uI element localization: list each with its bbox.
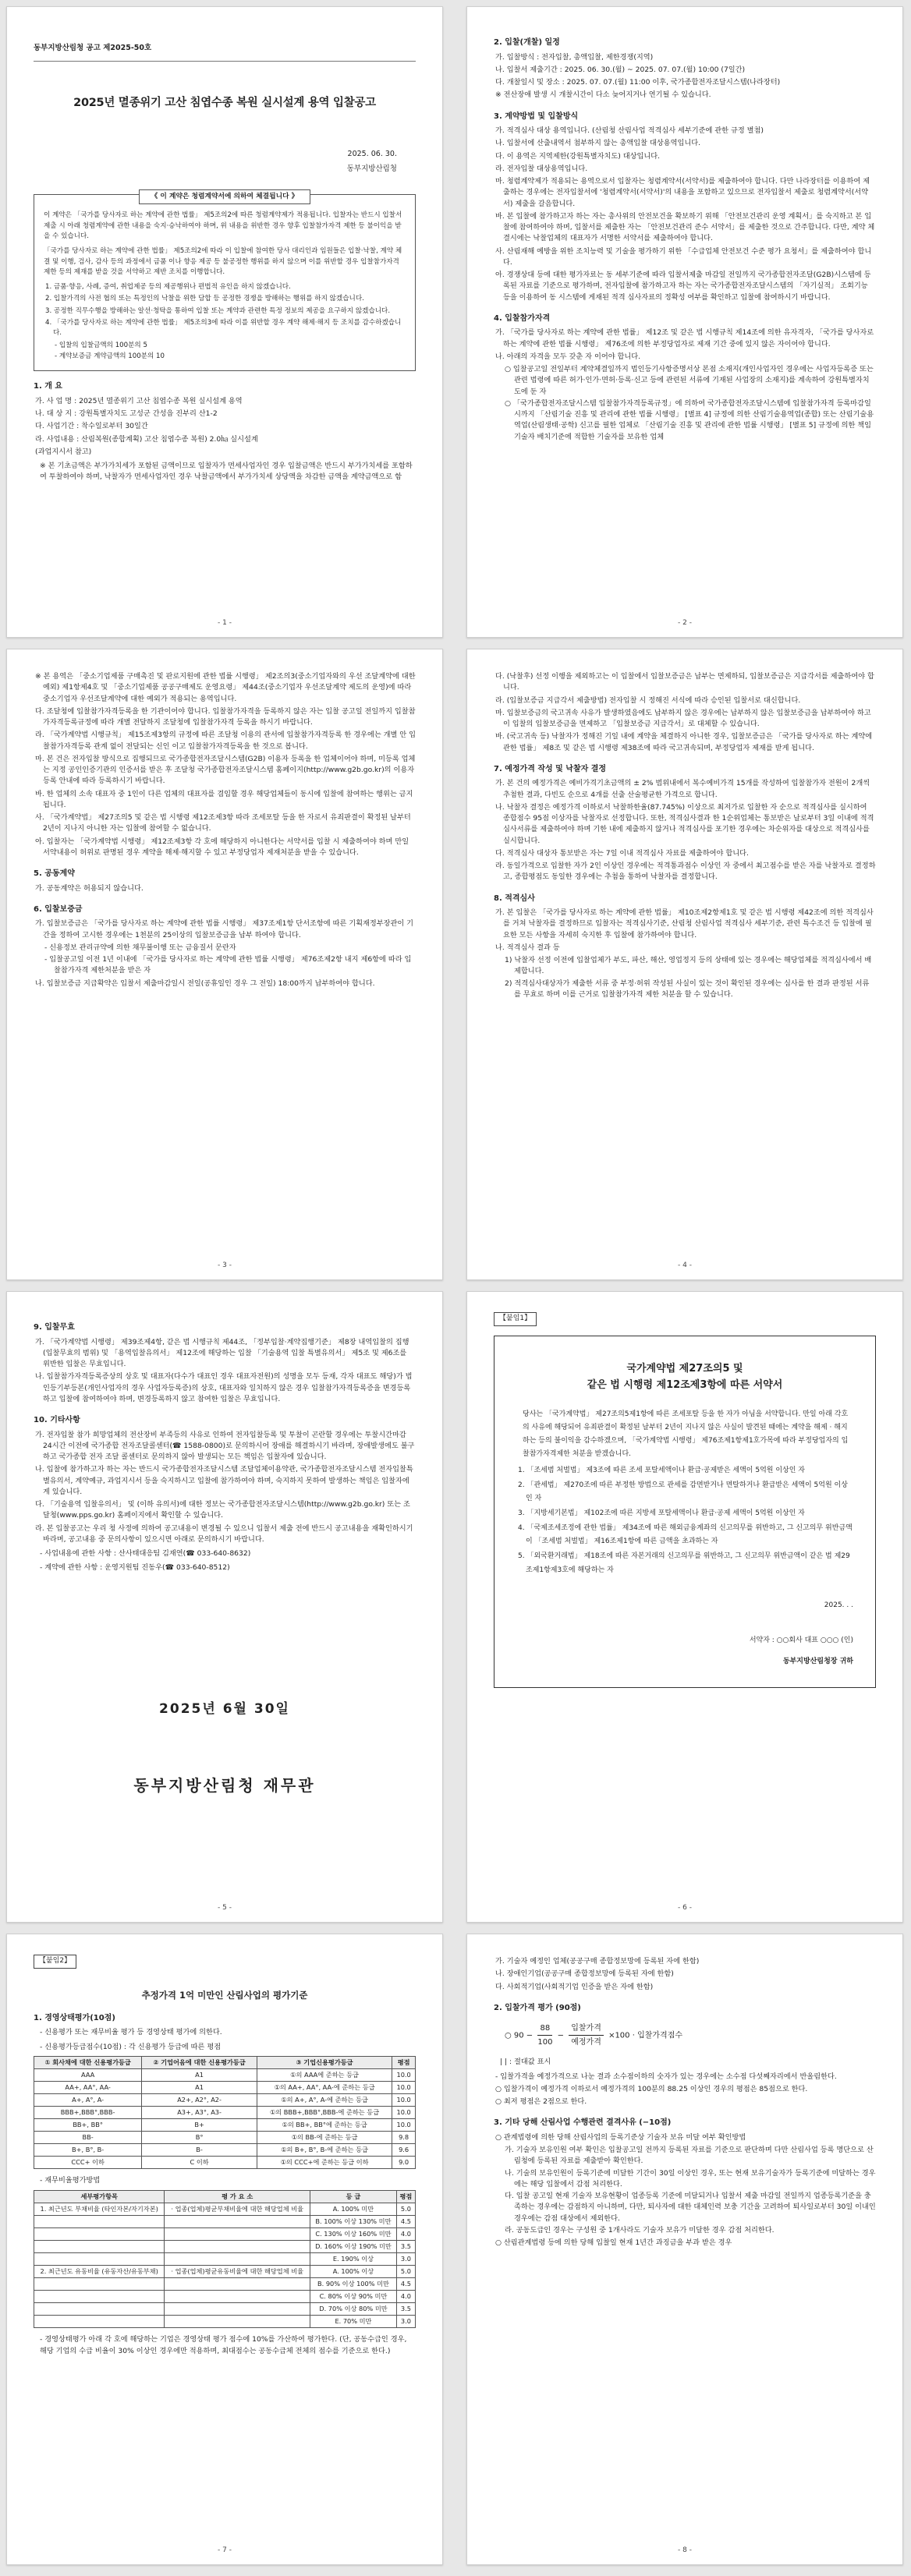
table-cell: ①의 BB-에 준하는 등급	[257, 2132, 392, 2144]
qualification-note: 사. 「국가계약법」 제27조의5 및 같은 법 시행령 제12조제3항 따라 조세포탈 등을 한 자로서 유죄판결이 확정된 날부터 2년이 지나지 아니한 자는 입찰에 참여할 수 없습니다.	[35, 813, 411, 833]
deposit-item: 라. (입찰보증금 지급각서 제출방법) 전자입찰 시 정해진 서식에 따라 승인된 입찰서로 대신합니다.	[495, 695, 801, 705]
table-cell: E. 190% 이상	[310, 2252, 397, 2265]
table-cell	[165, 2240, 310, 2252]
table-row	[34, 2203, 416, 2215]
criteria-title: 추정가격 1억 미만인 산림사업의 평가기준	[141, 1989, 308, 2001]
table-row	[34, 2316, 416, 2328]
section-heading: 9. 입찰무효	[34, 1323, 75, 1332]
qualification-note: 다. 조달청에 입찰참가자격등록을 한 기관이어야 합니다. 입찰참가자격을 등록하지 않은 자는 입찰 공고일 전일까지 입찰참가자격등록규정에 따라 개별 전달하지 조달청에 입찰참가자격 등록을 하시기 바랍니다.	[35, 706, 416, 727]
table-header: 등 급	[310, 2190, 397, 2203]
integrity-contract-box	[34, 194, 416, 372]
method-item: 바. 본 입찰에 참가하고자 하는 자는 총사위의 안전보건을 확보하기 위해 「안전보건관리 운영 계획서」를 숙지하고 본 입찰에 참여하여야 하며, 입찰서를 제출한 자는 「안전보건관리 준수 서약서」를 제출한 것으로 간주합니다. 다만, 계약 체결시에는 낙찰업체의 대표자가 서명한 서약서를 제출하여야 합니다.	[495, 211, 875, 243]
table-cell: 10.0	[392, 2068, 416, 2081]
pledge-recipient: 동부지방산림청장 귀하	[782, 1657, 853, 1665]
integrity-fine: - 계약보증금 계약금액의 100분의 10	[55, 352, 165, 360]
document-page-4	[466, 649, 903, 1280]
table-cell: AA+, AA°, AA-	[34, 2081, 142, 2093]
section-heading: 4. 입찰참가자격	[494, 313, 551, 323]
table-cell: CCC+ 이하	[34, 2157, 142, 2169]
table-cell: 5.0	[396, 2203, 415, 2215]
table-cell: 9.6	[392, 2144, 416, 2157]
table-cell: A1	[142, 2081, 257, 2093]
attachment-tag: 【붙임2】	[34, 1955, 76, 1969]
table-cell: 3.5	[396, 2240, 415, 2252]
formula-rule: ○ 최저 평점은 2점으로 한다.	[495, 2097, 587, 2106]
table-cell: ①의 CCC+에 준하는 등급 이하	[257, 2157, 392, 2169]
disqualification-detail: 가. 기술자 보유인원 여부 확인은 입찰공고일 전까지 등록된 자료를 기준으로 판단하며 다만 산림사업 등록 명단으로 산림청에 등록된 자료를 제출받아 확인한다.	[505, 2146, 874, 2166]
table-cell: B. 100% 이상 130% 미만	[310, 2215, 397, 2227]
price-item: 가. 본 건의 예정가격은 예비가격기초금액의 ± 2% 범위내에서 복수예비가격 15개를 작성하여 입찰참가자 전원이 2개씩 추첨한 결과, 다빈도 순으로 4개를 선출 산술평균한 가격으로 합니다.	[495, 779, 870, 799]
document-page-6	[466, 1291, 903, 1923]
table-cell: A. 100% 미만	[310, 2203, 397, 2215]
formula-numerator: 88	[537, 2022, 552, 2036]
page-number: - 8 -	[678, 2546, 692, 2555]
method-item: 다. 이 용역은 지역제한(강원특별자치도) 대상입니다.	[495, 151, 661, 161]
formula-prefix: ○ 90 −	[505, 2031, 533, 2040]
table-cell	[165, 2215, 310, 2227]
document-page-3	[6, 649, 443, 1280]
overview-item: (과업지시서 참고)	[35, 447, 92, 456]
table-header: 세부평가항목	[34, 2190, 165, 2203]
misc-item: 가. 전자입찰 참가 희망업체의 전산장비 부족등의 사유로 인하여 전자입찰등록 및 투찰이 곤란할 경우에는 투찰시간마감 24시간 이전에 국가종합 전자조달콜센터(☎ 1588-0800)로 문의하시어 장애를 해결하시기 바라며, 장애발생에도 불구하고 국가종합 전자 조달 콜센터로 문의하지 않아 발생되는 모든 책임은 입찰자에 있습니다.	[35, 1430, 415, 1461]
signature-organization: 동부지방산림청 재무관	[133, 1775, 316, 1795]
table-cell: ①의 AA+, AA°, AA-에 준하는 등급	[257, 2081, 392, 2093]
formula-operator: −	[557, 2031, 565, 2040]
integrity-item: 3. 공정한 직무수행을 방해하는 알선·청탁을 통하여 입찰 또는 계약과 관련한 특정 정보의 제공을 요구하지 않겠습니다.	[45, 306, 391, 315]
table-cell	[34, 2240, 165, 2252]
table-cell	[165, 2227, 310, 2240]
table-cell: 1. 최근년도 부채비율 (타인자본/자기자본)	[34, 2203, 165, 2215]
integrity-item: 2. 입찰가격의 사전 협의 또는 특정인의 낙찰을 위한 담합 등 공정한 경쟁을 방해하는 행위를 하지 않겠습니다.	[45, 295, 364, 303]
table-cell: ①의 B+, B°, B-에 준하는 등급	[257, 2144, 392, 2157]
disqualification-detail: 다. 입찰 공고일 현재 기술자 보유현황이 업종등록 기준에 미달되거나 입찰서 제출 마감일 전일까지 업종등록기준을 충족하는 경우에는 감점하지 아니하며, 다만, 퇴사자에 대한 대체인력 보충 기간을 고려하여 퇴사일로부터 30일 이내인 경우에는 감점 대상에서 제외한다.	[505, 2192, 876, 2223]
review-item: 나. 적격심사 결과 등	[495, 943, 560, 952]
contact-line: - 사업내용에 관한 사항 : 산사태대응팀 김재연(☎ 033-640-8632)	[40, 1549, 251, 1558]
section-heading: 1. 개 요	[34, 382, 63, 391]
deposit-item: 나. 입찰보증금 지급확약은 입찰서 제출마감일시 전일(공휴일인 경우 그 전일) 18:00까지 납부하여야 합니다.	[35, 978, 375, 988]
table-cell: A. 100% 이상	[310, 2265, 397, 2277]
table-cell: B. 90% 이상 100% 미만	[310, 2278, 397, 2291]
integrity-item: 1. 금품·향응, 사례, 증여, 취업제공 등의 제공행위나 편법적 유인을 하지 않겠습니다.	[45, 283, 291, 292]
page-number: - 5 -	[218, 1904, 232, 1913]
table-cell	[34, 2303, 165, 2316]
table-cell: 10.0	[392, 2119, 416, 2132]
price-item: 나. 낙찰자 결정은 예정가격 이하로서 낙찰하한율(87.745%) 이상으로 최저가로 입찰한 자 순으로 적격심사를 실시하여 종합점수 95점 이상자를 낙찰자로 선정합니다. 또한, 적격심사결과 한 1순위업체는 통보받은 날로부터 3일 이내에 적격심사서류를 제출하여야 하며 기한 내에 제출하지 않거나 적격심사를 포기한 경우에는 차순위자를 대상으로 적격심사를 실시합니다.	[495, 802, 874, 845]
table-cell: 10.0	[392, 2107, 416, 2119]
review-detail: 2) 적격심사대상자가 제출한 서류 중 부정·허위 작성된 사실이 있는 것이 확인된 경우에는 심사를 한 결과 판정된 서류를 무효로 하며 이를 근거로 입찰참가자격 제한 처분을 할 수 있습니다.	[505, 978, 870, 999]
deposit-item: 마. 입찰보증금의 국고귀속 사유가 발생하였음에도 납부하지 않은 경우에는 납부하지 않은 입찰보증금을 납부하여야 하고 이 입찰의 입찰보증금을 면제하고 「입찰보증금 지급각서」로 대체할 수 있습니다.	[495, 708, 871, 728]
overview-item: 가. 사 업 명 : 2025년 멸종위기 고산 침엽수종 복원 실시설계 용역	[35, 396, 243, 405]
table-cell: D. 160% 이상 190% 미만	[310, 2240, 397, 2252]
schedule-item: 다. 개찰일시 및 장소 : 2025. 07. 07.(월) 11:00 이후, 국가종합전자조달시스템(나라장터)	[495, 78, 781, 87]
attachment-tag: 【붙임1】	[494, 1312, 537, 1326]
table-cell: 3.5	[396, 2303, 415, 2316]
invalid-item: 가. 「국가계약법 시행령」 제39조제4항, 같은 법 시행규칙 제44조, 「정부입찰·계약집행기준」 제8장 내역입찰의 집행(입찰무효의 범위) 및 「용역입찰유의서」 제12조에 해당하는 입찰 「기술용역 입찰 특별유의서」 제5조 및 제6조를 위반한 입찰은 무효입니다.	[35, 1337, 409, 1368]
table-header: 평점	[392, 2056, 416, 2068]
table-cell	[165, 2316, 310, 2328]
table-row	[34, 2068, 416, 2081]
document-title: 2025년 멸종위기 고산 침엽수종 복원 실시설계 용역 입찰공고	[73, 96, 376, 109]
pledge-intro: 당사는 「국가계약법」 제27조의5제1항에 따른 조세포탈 등을 한 자가 아님을 서약합니다. 만일 아래 각호의 사유에 해당되어 유죄판결이 확정된 날부터 2년이 지나지 않은 사실이 발견된 때에는 계약을 해제 · 해지하는 등의 불이익을 감수하겠으며, 「국가계약법 시행령」 제76조제1항제1호가목에 따라 부정당업자의 입찰참가자격제한 처분을 받겠습니다.	[523, 1410, 849, 1458]
method-item: 사. 산림재해 예방을 위한 조치능력 및 기술을 평가하기 위한 「수급업체 안전보건 수준 평가 요청서」를 제출하여야 합니다.	[495, 246, 872, 267]
table-row	[34, 2303, 416, 2316]
page-number: - 3 -	[218, 1261, 232, 1270]
criteria-footnote: - 경영상태평가 아래 각 호에 해당하는 기업은 경영상태 평가 점수에 10%를 가산하여 평가한다. (단, 공동수급인 경우, 해당 기업의 수급 비율이 30% 이상인 경우에만 적용하며, 최대점수는 공동수급체 전체의 점수를 기준으로 한다.)	[40, 2335, 407, 2355]
signature-date: 2025년 6월 30일	[159, 1700, 290, 1717]
table-cell: 3.0	[396, 2316, 415, 2328]
qualification-note: ※ 본 용역은 「중소기업제품 구매촉진 및 판로지원에 관한 법률 시행령」 제2조의3(중소기업자와의 우선 조달계약에 대한 예외) 제1항제4호 및 「중소기업제품 공공구매제도 운영요령」 제44조(중소기업자 우선조달계약 제도의 운영)에 따라 중소기업자 우선조달계약에 대한 예외가 적용되는 용역입니다.	[35, 672, 416, 703]
deposit-item: 다. (낙찰후) 선정 이행을 제외하고는 이 입찰에서 입찰보증금은 납부는 면제하되, 입찰보증금은 지급각서를 제출하여야 합니다.	[495, 672, 874, 692]
price-item: 라. 동일가격으로 입찰한 자가 2인 이상인 경우에는 적격통과점수 이상인 자 중에서 최고점수를 받은 자를 낙찰자로 결정하고, 종합평점도 동일한 경우에는 추첨을 통하여 낙찰자를 결정합니다.	[495, 862, 876, 882]
page-number: - 4 -	[678, 1261, 692, 1270]
table-cell: E. 70% 미만	[310, 2316, 397, 2328]
table-row	[34, 2265, 416, 2277]
table-cell: ①의 BBB+,BBB°,BBB-에 준하는 등급	[257, 2107, 392, 2119]
formula-rule: ○ 입찰가격이 예정가격 이하로서 예정가격의 100분의 88.25 이상인 경우의 평점은 85점으로 한다.	[495, 2084, 808, 2093]
misc-item: 다. 「기술용역 입찰유의서」 및 (이하 유의서)에 대한 정보는 국가종합전자조달시스템(http://www.g2b.go.kr) 또는 조달청(www.pps.go.kr) 홈페이지에서 확인할 수 있습니다.	[35, 1500, 410, 1520]
method-item: 마. 청렴계약제가 적용되는 용역으로서 입찰자는 청렴계약서(서약서)를 제출하여야 합니다. 다만 나라장터를 이용하여 제출하는 경우에는 전자입찰서에 '청렴계약서(서약서)'의 내용을 포함하고 있으므로 전자입찰서 제출로 청렴계약서(서약서) 제출을 갈음합니다.	[495, 177, 870, 208]
method-item: 나. 입찰서에 산출내역서 첨부하지 않는 총액입찰 대상용역입니다.	[495, 139, 700, 148]
disqualification-detail: 나. 기술의 보유인원이 등록기준에 미달한 기간이 30일 이상인 경우, 또는 현재 보유기술자가 등록기준에 미달하는 경우에는 해당 입찰에서 감점 처리한다.	[505, 2168, 876, 2189]
qualification-note: 마. 본 건은 전자입찰 방식으로 집행되므로 국가종합전자조달시스템(G2B) 이용자 등록을 한 업체이어야 하며, 미등록 업체는 지정 공인인증기관의 인증서를 받은 후 조달청 국가종합전자조달시스템 홈페이지(http://www.g2b.go.kr)의 이용자등록 안내에 따라 등록하시기 바랍니다.	[35, 754, 416, 786]
table-row	[34, 2215, 416, 2227]
section-heading: 10. 기타사항	[34, 1416, 80, 1424]
qualification-item: 가. 「국가를 당사자로 하는 계약에 관한 법률」 제12조 및 같은 법 시행규칙 제14조에 의한 유자격자, 「국가를 당사자로 하는 계약에 관한 법률 시행령」 제76조에 의한 부정당업자로 제재 기간 중에 있지 않은 자이어야 합니다.	[495, 328, 874, 349]
financial-ratio-table	[34, 2190, 416, 2329]
bonus-item: 가. 기술자 예정인 업체(공공구매 종합정보망에 등록된 자에 한함)	[495, 1957, 700, 1966]
integrity-paragraph: 이 계약은 「국가를 당사자로 하는 계약에 관한 법률」 제5조의2에 따른 청렴계약제가 적용됩니다. 입찰자는 반드시 입찰서 제출 시 아래 청렴계약에 관한 내용을 숙지·승낙하여야 하며, 위 내용을 위반한 경우 향후 입찰참가자격 제한 등 불이익을 받을 수 있습니다.	[44, 211, 402, 240]
table-cell: B+	[142, 2119, 257, 2132]
deposit-item: 가. 입찰보증금은 「국가를 당사자로 하는 계약에 관한 법률 시행령」 제37조제1항 단서조항에 따른 기획재정부장관이 기간을 정하여 고시한 경우에는 1천분의 25이상의 입찰보증금을 납부 하여야 합니다.	[35, 919, 414, 939]
table-cell: ①의 A+, A°, A-에 준하는 등급	[257, 2093, 392, 2106]
schedule-item: 가. 입찰방식 : 전자입찰, 총액입찰, 제한경쟁(지역)	[495, 52, 654, 62]
table-cell	[165, 2291, 310, 2303]
section-heading: 3. 계약방법 및 입찰방식	[494, 111, 579, 121]
section-heading: 5. 공동계약	[34, 869, 75, 878]
table-cell: 10.0	[392, 2093, 416, 2106]
misc-item: 나. 입찰에 참가하고자 하는 자는 반드시 국가종합전자조달시스템 조달업체이용약관, 국가종합전자조달시스템 전자입찰특별유의서, 계약예규, 과업지시서 등을 숙지하시고 입찰에 참가하여야 하며, 숙지하지 못하여 발생하는 책임은 입찰자에게 있습니다.	[35, 1465, 413, 1496]
review-detail: 1) 낙찰자 선정 이전에 입찰업체가 부도, 파산, 해산, 영업정지 등의 상태에 있는 경우에는 해당업체를 적격심사에서 배제합니다.	[505, 956, 872, 976]
integrity-item: 4. 「국가를 당사자로 하는 계약에 관한 법률」 제5조의3에 따라 이를 위반할 경우 계약 해제·해지 등 조치를 감수하겠습니다.	[45, 319, 402, 338]
invalid-item: 나. 입찰참가자격등록증상의 상호 및 대표자(다수가 대표인 경우 대표자전원)의 성명을 모두 등재, 각자 대표도 해당)가 법인등기부등본(개인사업자의 경우 사업자등록증)의 상호, 대표자와 일치하지 않은 경우 입찰참가자격등록증을 변경등록하고 입찰에 참여하여야 하며, 변경등록하지 않고 참여한 입찰은 무효입니다.	[35, 1372, 413, 1403]
integrity-paragraph: 「국가를 당사자로 하는 계약에 관한 법률」 제5조의2에 따라 이 입찰에 참여한 당사 대리인과 임원들은 입찰·낙찰, 계약 체결 및 이행, 검사, 감사 등의 과정에서 금품 이나 향응 제공 등 불공정한 행위를 하지 않으며 이를 위반할 경우 입찰참가자격 제한 등의 제재를 받을 것을 서약하고 제반 조치를 이행합니다.	[44, 247, 402, 276]
table-cell	[34, 2215, 165, 2227]
pledge-title-line: 같은 법 시행령 제12조제3항에 따른 서약서	[587, 1378, 783, 1391]
table-cell	[165, 2303, 310, 2316]
table-header: ① 회사채에 대한 신용평가등급	[34, 2056, 142, 2068]
disqualification-detail: 라. 공동도급인 경우는 구성원 중 1개사라도 기술자 보유가 미달한 경우 감점 처리한다.	[505, 2225, 775, 2235]
notice-date: 2025. 06. 30.	[347, 150, 397, 159]
integrity-box-title: 《 이 계약은 청렴계약서에 의하여 체결됩니다 》	[139, 189, 310, 205]
table-cell: C 이하	[142, 2157, 257, 2169]
table-cell	[34, 2278, 165, 2291]
table-cell: 3.0	[396, 2252, 415, 2265]
section-heading: 7. 예정가격 작성 및 낙찰자 결정	[494, 764, 607, 773]
table-cell: B-	[142, 2144, 257, 2157]
table-cell: 9.8	[392, 2132, 416, 2144]
criteria-line: - 재무비율평가방법	[40, 2176, 101, 2185]
table-cell: A+, A°, A-	[34, 2093, 142, 2106]
price-score-formula	[505, 2022, 876, 2049]
bonus-item: 나. 장애인기업(공공구매 종합정보망에 등록된 자에 한함)	[495, 1969, 674, 1979]
pledge-item: 2. 「관세법」 제270조에 따른 부정한 방법으로 관세를 감면받거나 면탈하거나 환급받은 세액이 5억원 이상인 자	[518, 1481, 848, 1503]
pledge-title	[516, 1361, 853, 1394]
pledge-signer: 서약자 : ○○회사 대표 ○○○ (인)	[749, 1636, 853, 1644]
table-row	[34, 2291, 416, 2303]
page-number: - 7 -	[218, 2546, 232, 2555]
criteria-line: - 신용평가등급점수(10점) : 각 신용평가 등급에 따른 평점	[40, 2042, 222, 2051]
table-cell: A1	[142, 2068, 257, 2081]
formula-denominator: 예정가격	[571, 2038, 601, 2047]
table-header: ② 기업어음에 대한 신용평가등급	[142, 2056, 257, 2068]
table-row	[34, 2107, 416, 2119]
formula-rule: - 입찰가격을 예정가격으로 나눈 결과 소수점이하의 숫자가 있는 경우에는 소수점 다섯째자리에서 반올림한다.	[495, 2072, 837, 2081]
table-cell	[34, 2252, 165, 2265]
misc-item: 라. 본 입찰공고는 우리 청 사정에 의하여 공고내용이 변경될 수 있으니 입찰서 제출 전에 반드시 공고내용을 재확인하시기 바라며, 공고내용 중 문의사항이 있으시면 아래로 문의하시기 바랍니다.	[35, 1523, 413, 1544]
table-cell	[165, 2252, 310, 2265]
formula-suffix: ×100 · 입찰가격점수	[608, 2031, 683, 2040]
pledge-form	[494, 1336, 876, 1688]
table-header: ③ 기업신용평가등급	[257, 2056, 392, 2068]
section-heading: 8. 적격심사	[494, 893, 535, 903]
schedule-item: ※ 전산장애 발생 시 개찰시간이 다소 늦어지거나 연기될 수 있습니다.	[495, 90, 711, 100]
table-cell: C. 80% 이상 90% 미만	[310, 2291, 397, 2303]
page-number: - 1 -	[218, 619, 232, 628]
table-cell: 4.5	[396, 2278, 415, 2291]
table-cell: ①의 BB+, BB°에 준하는 등급	[257, 2119, 392, 2132]
deposit-detail: - 신용정보 관리규약에 의한 채무불이행 또는 금융질서 문란자	[44, 943, 236, 952]
formula-note: | | : 절대값 표시	[500, 2058, 551, 2067]
price-item: 다. 적격심사 대상자 통보받은 자는 7일 이내 적격심사 자료를 제출하여야 합니다.	[495, 848, 749, 858]
table-cell: 2. 최근년도 유동비율 (유동자산/유동부채)	[34, 2265, 165, 2277]
formula-denominator: 100	[537, 2038, 553, 2047]
table-row	[34, 2227, 416, 2240]
section-heading: 2. 입찰(개찰) 일정	[494, 38, 560, 47]
issuing-organization: 동부지방산림청	[346, 164, 397, 173]
formula-fraction	[569, 2022, 604, 2049]
criteria-line: - 신용평가 또는 재무비율 평가 등 경영상태 평가에 의한다.	[40, 2028, 222, 2037]
pledge-title-line: 국가계약법 제27조의5 및	[626, 1362, 743, 1375]
page-number: - 6 -	[678, 1904, 692, 1913]
integrity-fine: - 입찰의 입찰금액의 100분의 5	[55, 341, 147, 349]
table-cell: 9.0	[392, 2157, 416, 2169]
overview-item: 라. 사업내용 : 산림복원(종합계획) 고산 침엽수종 복원) 2.0㏊ 실시설계	[35, 434, 258, 444]
table-cell: · 업종(업체)평균부채비율에 대한 해당업체 비율	[165, 2203, 310, 2215]
formula-fraction	[537, 2022, 552, 2049]
overview-note: ※ 본 기초금액은 부가가치세가 포함된 금액이므로 입찰자가 면세사업자인 경우 입찰금액은 반드시 부가가치세를 포함하여 투찰하여야 하며, 낙찰자가 면세사업자인 경우 낙찰금액에서 부가가치세 상당액을 차감한 금액을 계약금액으로 함	[40, 462, 413, 482]
document-page-8	[466, 1934, 903, 2565]
table-cell: BB-	[34, 2132, 142, 2144]
table-cell	[165, 2278, 310, 2291]
table-cell: ①의 AAA에 준하는 등급	[257, 2068, 392, 2081]
table-row	[34, 2278, 416, 2291]
table-cell: 5.0	[396, 2265, 415, 2277]
bonus-item: 다. 사회적기업(사회적기업 인증을 받은 자에 한함)	[495, 1982, 654, 1991]
disqualification-item: ○ 관계법령에 의한 당해 산림사업의 등록기준상 기술자 보유 미달 여부 확인방법	[495, 2132, 746, 2142]
qualification-note: 바. 한 업체의 소속 대표자 중 1인이 다른 업체의 대표자를 겸임할 경우 해당업체들이 동시에 입찰에 참여하는 행위는 금지됩니다.	[35, 789, 413, 809]
pledge-item: 4. 「국제조세조정에 관한 법률」 제34조에 따른 해외금융계좌의 신고의무를 위반하고, 그 신고의무 위반금액이 「조세범 처벌법」 제16조제1항에 따른 금액을 초과하는 자	[518, 1524, 853, 1546]
overview-item: 다. 사업기간 : 착수일로부터 30일간	[35, 422, 148, 431]
table-cell	[34, 2291, 165, 2303]
schedule-item: 나. 입찰서 제출기간 : 2025. 06. 30.(월) ~ 2025. 07. 07.(월) 10:00 (7일간)	[495, 65, 746, 74]
table-row	[34, 2132, 416, 2144]
contact-line: - 계약에 관한 사항 : 운영지원팀 진동우(☎ 033-640-8512)	[40, 1563, 230, 1573]
table-cell: · 업종(업체)평균유동비율에 대한 해당업체 비율	[165, 2265, 310, 2277]
section-heading: 6. 입찰보증금	[34, 904, 83, 914]
page-number: - 2 -	[678, 619, 692, 628]
method-item: 아. 경쟁상대 등에 대한 평가자료는 동 세부기준에 따라 입찰서제출 마감일 전일까지 국가종합전자조달(G2B)시스템에 등록된 자료를 기준으로 평가하며, 전자입찰에 참가하고자 하는 자는 국가종합전자조달시스템의 「자기실적」 조회기능 등을 이용하여 동 시스템에 게재된 적격 심사자료의 정확성 여부를 확인하고 입찰에 참여하시기 바랍니다.	[495, 271, 871, 302]
deposit-item: 바. (국고귀속 등) 낙찰자가 정해진 기일 내에 계약을 체결하지 아니한 경우, 입찰보증금은 「국가를 당사자로 하는 계약에 관한 법률」 제8조 및 같은 법 시행령 제38조에 따라 국고귀속되며, 부정당업자 제재를 받게 됩니다.	[495, 732, 873, 752]
document-page-2	[466, 6, 903, 638]
table-cell: 4.5	[396, 2215, 415, 2227]
table-cell: AAA	[34, 2068, 142, 2081]
table-header: 평점	[396, 2190, 415, 2203]
document-page-1	[6, 6, 443, 638]
table-cell: A2+, A2°, A2-	[142, 2093, 257, 2106]
table-row	[34, 2157, 416, 2169]
qualification-note: 라. 「국가계약법 시행규칙」 제15조제3항의 규정에 따른 조달청 이용의 관서에 입찰참가자격등록 한 경우에는 개별 안 입찰참가자격등록 관계 없이 전달되는 신인 이고 입찰참가자격등록을 한 것으로 봅니다.	[35, 731, 416, 751]
review-item: 가. 본 입찰은 「국가를 당사자로 하는 계약에 관한 법률」 제10조제2항제1호 및 같은 법 시행령 제42조에 의한 적격심사를 거쳐 낙찰자를 결정하므로 입찰자는 적격심사기준, 산림청 산림사업 적격심사 세부기준, 관련 특수조건 등 입찰에 필요한 모든 사항을 자세히 숙지한 후 입찰에 참가하여야 합니다.	[495, 908, 874, 939]
table-row	[34, 2093, 416, 2106]
method-item: 라. 전자입찰 대상용역입니다.	[495, 164, 588, 173]
section-heading: 1. 경영상태평가(10점)	[34, 2013, 115, 2022]
credit-table-body	[34, 2068, 416, 2169]
table-cell: C. 130% 이상 160% 미만	[310, 2227, 397, 2240]
table-cell: D. 70% 이상 80% 미만	[310, 2303, 397, 2316]
deposit-detail: - 입찰공고일 이전 1년 이내에 「국가를 당사자로 하는 계약에 관한 법률 시행령」 제76조제2항 내지 제6항에 따라 입찰참가자격 제한처분을 받은 자	[44, 955, 412, 975]
qualification-detail: ○ 입찰공고일 전일부터 계약체결일까지 법인등기사항증명서상 본점 소재지(개인사업자인 경우에는 사업자등록증 또는 관련 법령에 따른 허가·인가·면허·등록·신고 등에 관련된 서류에 기재된 사업장의 소재지)를 계속하여 강원특별자치도에 둔 자	[505, 365, 874, 396]
table-row	[34, 2240, 416, 2252]
table-cell	[34, 2316, 165, 2328]
table-row	[34, 2144, 416, 2157]
pledge-item: 1. 「조세범 처벌법」 제3조에 따른 조세 포탈세액이나 환급·공제받은 세액이 5억원 이상인 자	[518, 1466, 805, 1474]
table-cell: 10.0	[392, 2081, 416, 2093]
table-cell: A3+, A3°, A3-	[142, 2107, 257, 2119]
overview-item: 나. 대 상 지 : 강원특별자치도 고성군 간성읍 진부리 산1-2	[35, 409, 218, 419]
table-cell	[34, 2227, 165, 2240]
method-item: 가. 적격심사 대상 용역입니다. (산림청 산림사업 적격심사 세부기준에 관한 규정 별첨)	[495, 126, 764, 135]
pledge-item: 3. 「지방세기본법」 제102조에 따른 지방세 포탈세액이나 환급·공제 세액이 5억원 이상인 자	[518, 1509, 805, 1518]
notice-number: 동부지방산림청 공고 제2025-50호	[34, 43, 416, 62]
section-heading: 2. 입찰가격 평가 (90점)	[494, 2003, 581, 2012]
table-row	[34, 2081, 416, 2093]
table-cell: B°	[142, 2132, 257, 2144]
formula-numerator: 입찰가격	[569, 2022, 604, 2036]
document-page-5	[6, 1291, 443, 1923]
table-row	[34, 2119, 416, 2132]
credit-rating-table	[34, 2056, 416, 2170]
table-cell: BB+, BB°	[34, 2119, 142, 2132]
table-row	[34, 2252, 416, 2265]
section-heading: 3. 기타 당해 산림사업 수행관련 결격사유 (−10점)	[494, 2118, 672, 2128]
table-cell: 4.0	[396, 2227, 415, 2240]
table-cell: BBB+,BBB°,BBB-	[34, 2107, 142, 2119]
document-page-7	[6, 1934, 443, 2565]
joint-contract-item: 가. 공동계약은 허용되지 않습니다.	[35, 883, 144, 893]
pledge-date: 2025. . .	[824, 1601, 853, 1609]
qualification-detail: ○ 「국가종합전자조달시스템 입찰참가자격등록규정」에 의하여 국가종합전자조달시스템에 입찰참가자격 등록마감일시까지 「산림기술 진흥 및 관리에 관한 법률 시행령」 [별표 4] 규정에 의한 산림기술용역업(종합) 또는 산림기술용역업(산림생태·공학) 신고를 필한 업체로 「산림기술 진흥 및 관리에 관한 법률 시행령」 [별표 5] 규정에 의한 책임기술자 배치기준에 적합한 기술자를 보유한 업체	[505, 398, 874, 441]
table-cell: B+, B°, B-	[34, 2144, 142, 2157]
ratio-table-body	[34, 2203, 416, 2328]
table-header: 평 가 요 소	[165, 2190, 310, 2203]
table-cell: 4.0	[396, 2291, 415, 2303]
qualification-note: 아. 입찰자는 「국가계약법 시행령」 제12조제3항 각 호에 해당하지 아니한다는 서약서를 입찰 시 제출하여야 하며 만일 서약내용이 허위로 판명된 경우 계약을 해제·해지할 수 있고 부정당업자 제재처분을 받을 수 있습니다.	[35, 837, 409, 857]
disqualification-item: ○ 산림관계법령 등에 의한 당해 입찰일 현재 1년간 과징금을 부과 받은 경우	[495, 2238, 732, 2247]
qualification-item: 나. 아래의 자격을 모두 갖춘 자 이어야 합니다.	[495, 352, 641, 361]
pledge-item: 5. 「외국환거래법」 제18조에 따른 자본거래의 신고의무를 위반하고, 그 신고의무 위반금액이 같은 법 제29조제1항제3호에 해당하는 자	[518, 1552, 850, 1574]
